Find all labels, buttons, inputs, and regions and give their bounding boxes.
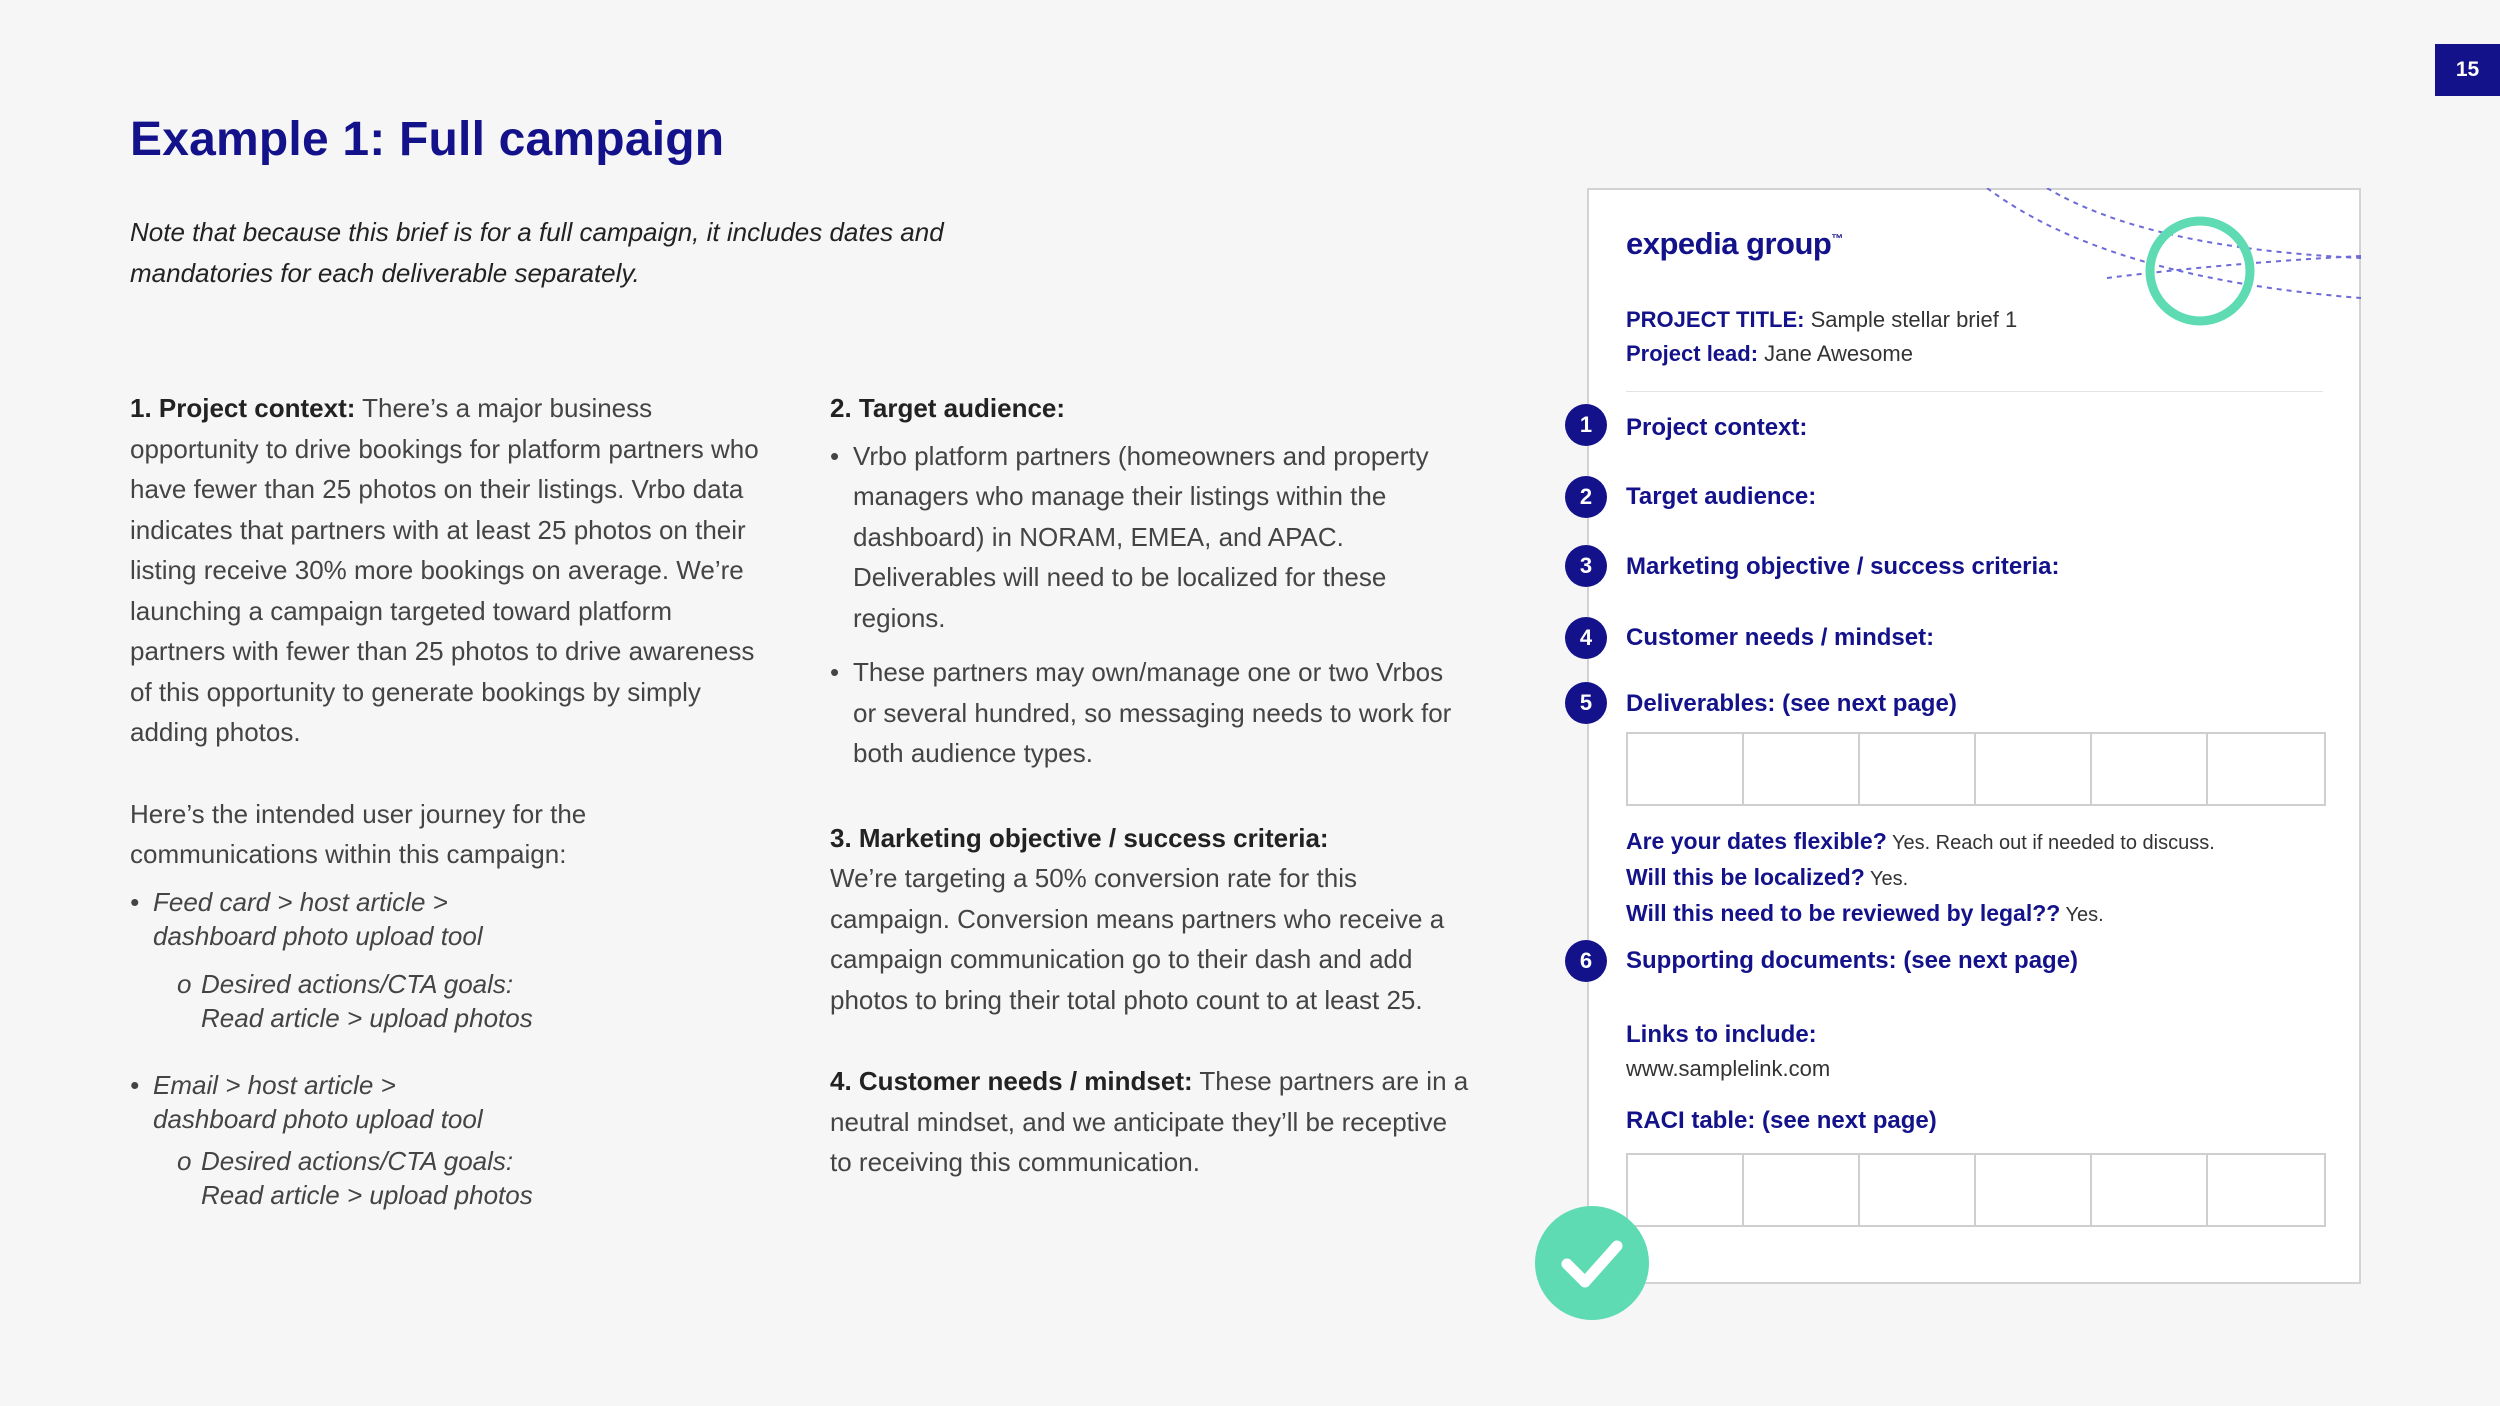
card-divider — [1626, 391, 2323, 392]
target-audience-bullet: • These partners may own/manage one or two Vrbos or several hundred, so messaging needs to work for both audience types. — [830, 652, 1470, 774]
table-cell — [2208, 734, 2324, 804]
brief-section-customer-needs: Customer needs / mindset: — [1626, 624, 1935, 651]
table-cell — [1976, 1155, 2092, 1225]
checkmark-icon — [1535, 1206, 1649, 1320]
table-cell — [1628, 1155, 1744, 1225]
page-number-badge: 15 — [2435, 44, 2500, 96]
project-lead-line: Project lead: Jane Awesome — [1626, 341, 1913, 366]
links-label: Links to include: — [1626, 1021, 1817, 1048]
journey-item — [130, 885, 770, 1035]
raci-label: RACI table: (see next page) — [1626, 1107, 1937, 1134]
section-number-5: 5 — [1565, 682, 1607, 724]
journey-item — [130, 1068, 770, 1212]
project-context-text: There’s a major business opportunity to drive bookings for platform partners who have fewer than 25 photos on their listings. Vrbo data indicates that partners with at least 25 photos on their listing receive 30% more bookings on average. We’re launching a campaign targeted toward platform partners with fewer than 25 photos to drive awareness of this opportunity to generate bookings by simply adding photos. — [130, 393, 759, 747]
journey-list — [130, 885, 770, 1212]
journey-line: • Feed card > host article > dashboard photo upload tool — [130, 885, 770, 953]
journey-subitem: o Desired actions/CTA goals: Read article > upload photos — [177, 968, 533, 1033]
brief-section-deliverables: Deliverables: (see next page) — [1626, 690, 1957, 717]
table-cell — [1976, 734, 2092, 804]
brief-section-objective: Marketing objective / success criteria: — [1626, 553, 2060, 580]
journey-intro: Here’s the intended user journey for the communications within this campaign: — [130, 798, 587, 869]
brief-section-target-audience: Target audience: — [1626, 483, 1817, 510]
target-audience-list — [830, 436, 1470, 774]
links-value: www.samplelink.com — [1626, 1056, 1831, 1081]
table-cell — [2092, 734, 2208, 804]
customer-needs-text: These partners are in a neutral mindset, and we anticipate they’ll be receptive to receiving this communication. — [830, 1066, 1469, 1177]
deliverables-table — [1626, 732, 2326, 806]
objective-text: We’re targeting a 50% conversion rate for this campaign. Conversion means partners who receive a campaign communication go to their dash and add photos to bring their total photo count to at least 25. — [830, 863, 1445, 1015]
project-title-line: PROJECT TITLE: Sample stellar brief 1 — [1626, 307, 2018, 332]
intro-note: Note that because this brief is for a full campaign, it includes dates and mandatories for each deliverable separately. — [130, 217, 944, 288]
project-context-heading: 1. Project context: — [130, 393, 356, 423]
column-audience-objective — [830, 388, 1470, 1183]
page-title: Example 1: Full campaign — [130, 113, 725, 166]
target-audience-bullet: • Vrbo platform partners (homeowners and property managers who manage their listings within the dashboard) in NORAM, EMEA, and APAC. Deliverables will need to be localized for these regions. — [830, 436, 1470, 639]
brief-card — [1587, 188, 2361, 1284]
table-cell — [1744, 734, 1860, 804]
expedia-group-logo: expedia group™ — [1626, 226, 1843, 261]
legal-review-line: Will this need to be reviewed by legal?? Yes. — [1626, 900, 2104, 926]
customer-needs-paragraph — [830, 1061, 1470, 1183]
localized-line: Will this be localized? Yes. — [1626, 864, 1909, 890]
dates-flexible-line: Are your dates flexible? Yes. Reach out if needed to discuss. — [1626, 828, 2215, 854]
brief-section-supporting-docs: Supporting documents: (see next page) — [1626, 947, 2079, 974]
customer-needs-heading: 4. Customer needs / mindset: — [830, 1066, 1193, 1096]
section-number-6: 6 — [1565, 940, 1607, 982]
table-cell — [1744, 1155, 1860, 1225]
section-number-1: 1 — [1565, 404, 1607, 446]
section-number-3: 3 — [1565, 545, 1607, 587]
journey-line: • Email > host article > dashboard photo upload tool — [130, 1068, 770, 1136]
target-audience-heading: 2. Target audience: — [830, 393, 1066, 423]
table-cell — [2092, 1155, 2208, 1225]
brief-section-project-context: Project context: — [1626, 414, 1808, 441]
column-project-context — [130, 388, 770, 1212]
project-context-paragraph — [130, 388, 770, 753]
table-cell — [1860, 734, 1976, 804]
objective-heading: 3. Marketing objective / success criteria: — [830, 822, 1329, 853]
section-number-4: 4 — [1565, 617, 1607, 659]
journey-subitem: o Desired actions/CTA goals: Read article > upload photos — [177, 1145, 533, 1210]
table-cell — [2208, 1155, 2324, 1225]
raci-table — [1626, 1153, 2326, 1227]
section-number-2: 2 — [1565, 476, 1607, 518]
table-cell — [1860, 1155, 1976, 1225]
table-cell — [1628, 734, 1744, 804]
